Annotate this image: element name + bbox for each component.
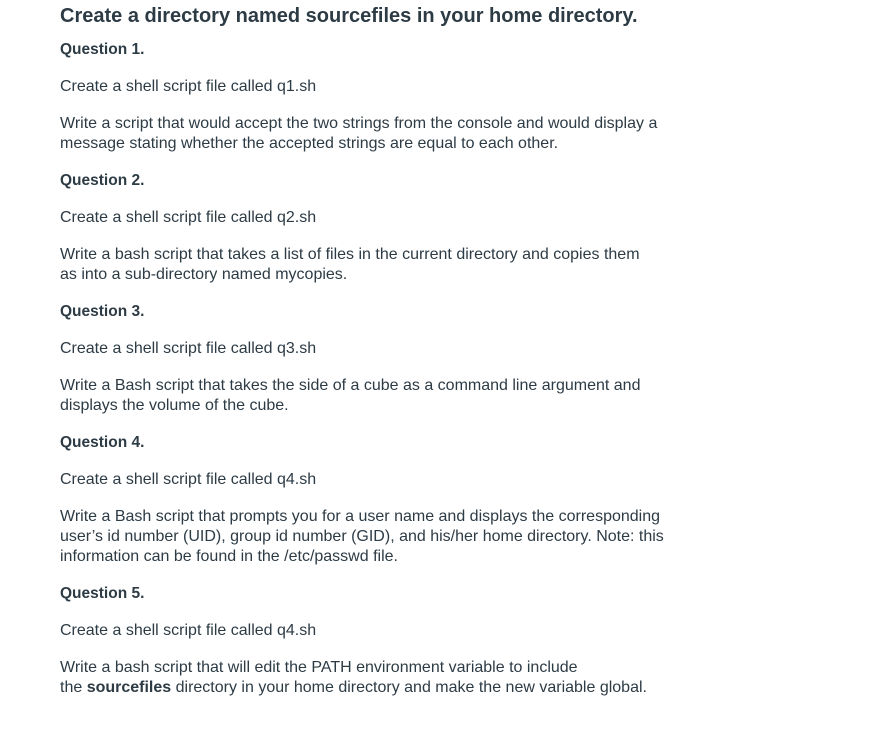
body-line: Write a script that would accept the two strings from the console and would display a — [60, 115, 658, 132]
body-line: as into a sub-directory named mycopies. — [60, 266, 348, 283]
question-body — [60, 114, 720, 154]
question-heading: Question 5. — [60, 585, 145, 602]
question-body — [60, 658, 720, 698]
page-title: Create a directory named sourcefiles in your home directory. — [60, 5, 638, 27]
question-file-line: Create a shell script file called q2.sh — [60, 209, 317, 226]
question-heading: Question 2. — [60, 172, 145, 189]
question-5 — [60, 584, 879, 698]
question-heading: Question 3. — [60, 303, 145, 320]
question-1 — [60, 40, 879, 154]
question-2 — [60, 171, 879, 285]
body-line: displays the volume of the cube. — [60, 397, 289, 414]
question-file-line: Create a shell script file called q1.sh — [60, 78, 317, 95]
question-4 — [60, 433, 879, 567]
question-heading: Question 1. — [60, 41, 145, 58]
sourcefiles-emphasis: sourcefiles — [86, 679, 172, 696]
question-file-line: Create a shell script file called q3.sh — [60, 340, 317, 357]
body-line: Write a Bash script that prompts you for a user name and displays the corresponding — [60, 508, 661, 525]
question-3 — [60, 302, 879, 416]
body-line: message stating whether the accepted strings are equal to each other. — [60, 135, 559, 152]
body-line: Write a bash script that will edit the PATH environment variable to include — [60, 659, 578, 676]
body-line: Write a bash script that takes a list of files in the current directory and copies them — [60, 246, 640, 263]
question-body — [60, 245, 720, 285]
question-file-line: Create a shell script file called q4.sh — [60, 622, 317, 639]
question-heading: Question 4. — [60, 434, 145, 451]
body-text: the — [60, 679, 87, 696]
question-body — [60, 376, 720, 416]
body-line: user’s id number (UID), group id number (GID), and his/her home directory. Note: this — [60, 528, 664, 545]
body-line: Write a Bash script that takes the side of a cube as a command line argument and — [60, 377, 641, 394]
body-line — [60, 678, 720, 698]
body-text: directory in your home directory and make the new variable global. — [171, 679, 647, 696]
question-body — [60, 507, 720, 567]
question-file-line: Create a shell script file called q4.sh — [60, 471, 317, 488]
body-line: information can be found in the /etc/passwd file. — [60, 548, 398, 565]
